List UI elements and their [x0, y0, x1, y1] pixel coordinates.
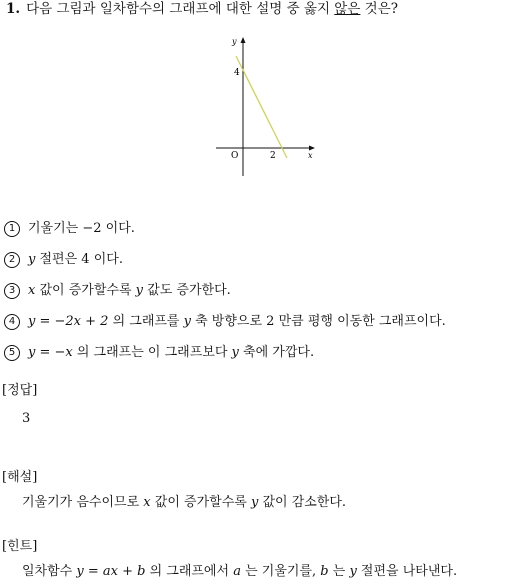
question-number: 1. — [6, 1, 21, 17]
hint-text-5: 절편을 나타낸다. — [356, 564, 458, 579]
hint-body — [22, 563, 457, 581]
function-graph — [212, 34, 322, 182]
hint-text-2: 의 그래프에서 — [145, 564, 234, 579]
choice-1-mark: 1 — [4, 221, 20, 237]
question-text: 다음 그림과 일차함수의 그래프에 대한 설명 중 옳지 — [26, 1, 335, 17]
choice-4[interactable] — [4, 313, 446, 331]
x-axis-arrow — [309, 146, 315, 151]
choice-3-var: x — [28, 283, 36, 298]
question-stem — [6, 0, 398, 18]
choice-5-mark: 5 — [4, 345, 20, 361]
choice-3-mark: 3 — [4, 283, 20, 299]
explanation-var-2: y — [250, 495, 259, 510]
hint-text-1: 일차함수 — [22, 564, 77, 579]
choice-3-var2: y — [135, 283, 144, 298]
choice-5-var2: y — [231, 345, 239, 360]
choice-3-text2: 값도 증가한다. — [143, 283, 231, 298]
hint-var-a: a — [233, 564, 241, 579]
hint-var-y: y — [349, 564, 357, 579]
hint-text-4: 는 — [328, 564, 350, 579]
choice-4-text: 의 그래프를 — [108, 314, 184, 329]
origin-label: O — [231, 151, 239, 161]
choice-1-text: 기울기는 −2 이다. — [28, 221, 135, 236]
explanation-heading: [해설] — [2, 470, 38, 485]
y-axis-arrow — [241, 37, 246, 43]
choice-2-var: y — [28, 252, 36, 267]
answer-heading: [정답] — [2, 383, 38, 398]
x-intercept-label: 2 — [270, 151, 276, 161]
hint-text-3: 는 기울기를, — [240, 564, 321, 579]
choice-3[interactable] — [4, 282, 231, 300]
question-text-end: 것은? — [360, 1, 399, 17]
explanation-text-2: 값이 증가할수록 — [150, 495, 251, 510]
hint-var-b: b — [320, 564, 329, 579]
explanation-body — [22, 494, 346, 512]
y-axis-label: y — [232, 37, 237, 46]
choice-5-text: 의 그래프는 이 그래프보다 — [72, 345, 232, 360]
choice-2-mark: 2 — [4, 252, 20, 268]
function-line — [236, 56, 287, 158]
choice-5-text2: 축에 가깝다. — [238, 345, 315, 360]
question-underlined-word: 않은 — [334, 1, 361, 17]
choice-4-var2: y — [183, 314, 191, 329]
choice-1[interactable] — [4, 220, 135, 238]
choice-2-text: 절편은 4 이다. — [35, 252, 123, 267]
choice-4-math: y = −2x + 2 — [28, 314, 109, 329]
choice-4-mark: 4 — [4, 314, 20, 330]
choice-3-text: 값이 증가할수록 — [35, 283, 136, 298]
explanation-var-1: x — [143, 495, 151, 510]
choice-5[interactable] — [4, 344, 314, 362]
explanation-text-1: 기울기가 음수이므로 — [22, 495, 144, 510]
y-intercept-label: 4 — [234, 68, 240, 78]
hint-heading: [힌트] — [2, 539, 38, 554]
choice-2[interactable] — [4, 251, 123, 269]
answer-value: 3 — [22, 411, 31, 426]
choice-4-text2: 축 방향으로 2 만큼 평행 이동한 그래프이다. — [190, 314, 446, 329]
x-axis-label: x — [308, 151, 313, 160]
explanation-text-3: 값이 감소한다. — [258, 495, 347, 510]
hint-math: y = ax + b — [76, 564, 146, 579]
choice-5-math: y = −x — [28, 345, 73, 360]
